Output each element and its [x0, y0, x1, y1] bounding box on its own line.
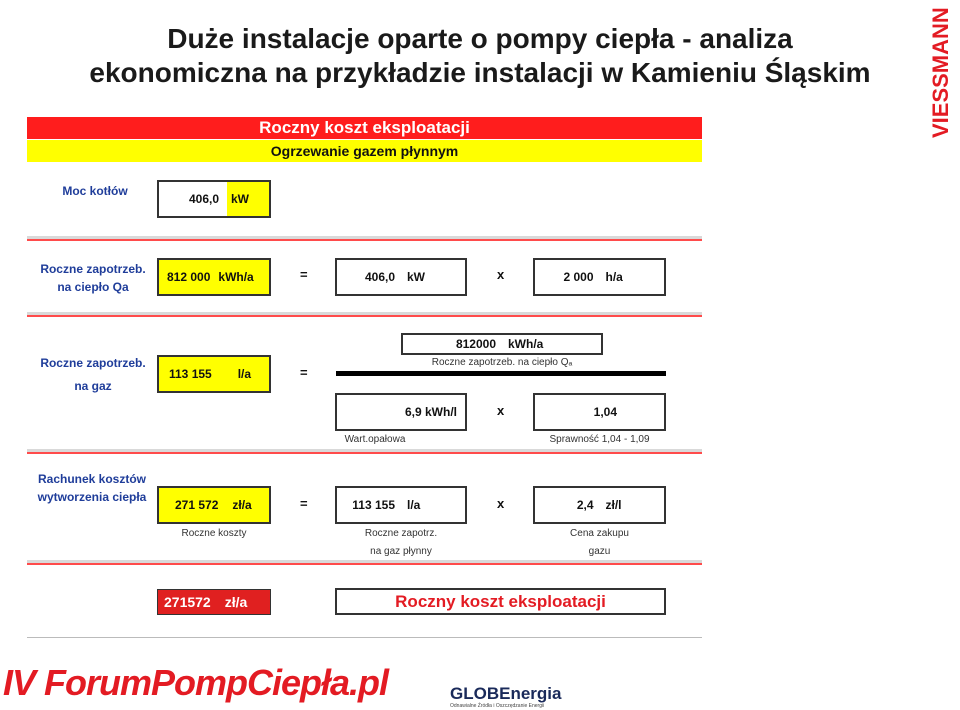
- calorific-caption: Wart.opałowa: [344, 434, 406, 445]
- annual-cost-unit: zł/a: [232, 498, 252, 512]
- numerator-caption: Roczne zapotrzeb. na ciepło Qₐ: [431, 357, 573, 368]
- power-box: [335, 258, 467, 296]
- hours-box: [533, 258, 666, 296]
- table-header: Roczny koszt eksploatacji: [27, 117, 702, 139]
- table-subheader: Ogrzewanie gazem płynnym: [27, 140, 702, 162]
- heat-demand-label-line1: Roczne zapotrzeb.: [40, 262, 146, 276]
- separator: [27, 560, 702, 565]
- separator: [27, 312, 702, 317]
- heat-demand-label-line2: na ciepło Qa: [57, 280, 129, 294]
- separator: [27, 449, 702, 454]
- separator: [27, 236, 702, 241]
- viessmann-logo: [928, 2, 954, 140]
- footer-divider: [27, 637, 702, 638]
- power-unit: kW: [407, 270, 425, 284]
- calorific-value: 6,9 kWh/l: [404, 405, 457, 419]
- numerator-unit: kWh/a: [508, 337, 544, 351]
- efficiency-value: 1,04: [593, 405, 617, 419]
- boiler-power-unit: kW: [227, 182, 269, 216]
- boiler-power-value: 406,0: [188, 192, 219, 206]
- lpg-demand-caption-line2: na gaz płynny: [370, 546, 432, 557]
- globenergia-tagline: Odnawialne Źródła i Oszczędzanie Energii: [450, 703, 545, 709]
- heat-demand-unit: kWh/a: [218, 270, 254, 284]
- summary-value: 271572: [164, 594, 211, 610]
- title-line-2: ekonomiczna na przykładzie instalacji w Kamieniu Śląskim: [89, 57, 871, 88]
- boiler-power-label: Moc kotłów: [62, 184, 128, 198]
- gas-price-caption: [533, 525, 666, 561]
- gas-price-value: 2,4: [576, 498, 594, 512]
- gas-price-unit: zł/l: [605, 498, 622, 512]
- gas-demand-label-line2: na gaz: [74, 379, 112, 393]
- gas-demand-result: [157, 355, 271, 393]
- heat-demand-result: [157, 258, 271, 296]
- summary-unit: zł/a: [224, 594, 248, 610]
- equals-sign: =: [300, 365, 308, 380]
- annual-cost-result: [157, 486, 271, 524]
- cost-calc-label-line1: Rachunek kosztów: [37, 472, 147, 486]
- lpg-demand-unit: l/a: [407, 498, 421, 512]
- cost-calc-label-line2: wytworzenia ciepła: [37, 490, 147, 504]
- gas-demand-label-line1: Roczne zapotrzeb.: [40, 356, 146, 370]
- fraction-bar: [336, 371, 666, 376]
- page-title: [0, 22, 960, 90]
- boiler-power-box: [157, 180, 271, 218]
- multiply-sign: x: [497, 267, 505, 282]
- svg-text:VIESSMANN: VIESSMANN: [928, 7, 953, 138]
- forum-logo: IV ForumPompCiepła.pl: [3, 662, 389, 703]
- globenergia-logo: GLOBEnergia: [450, 684, 562, 703]
- lpg-demand-box: [335, 486, 467, 524]
- cost-calc-label: [22, 470, 162, 506]
- power-value: 406,0: [364, 270, 395, 284]
- gas-price-box: [533, 486, 666, 524]
- gas-demand-value: 113 155: [169, 367, 212, 381]
- efficiency-box: [533, 393, 666, 431]
- multiply-sign: x: [497, 403, 505, 418]
- gas-price-caption-line1: Cena zakupu: [570, 528, 629, 539]
- multiply-sign: x: [497, 496, 505, 511]
- gas-demand-unit: l/a: [237, 367, 252, 381]
- hours-value: 2 000: [563, 270, 594, 284]
- numerator-box: [401, 333, 603, 355]
- gas-price-caption-line2: gazu: [588, 546, 611, 557]
- heat-demand-label: [28, 260, 158, 296]
- equals-sign: =: [300, 496, 308, 511]
- lpg-demand-caption: [335, 525, 467, 561]
- heat-demand-value: 812 000: [167, 270, 211, 284]
- equals-sign: =: [300, 267, 308, 282]
- summary-label: Roczny koszt eksploatacji: [335, 588, 666, 615]
- lpg-demand-caption-line1: Roczne zapotrz.: [364, 528, 438, 539]
- efficiency-caption: Sprawność 1,04 - 1,09: [549, 434, 650, 445]
- title-line-1: Duże instalacje oparte o pompy ciepła - analiza: [167, 23, 793, 54]
- summary-result: [157, 589, 271, 615]
- gas-demand-label: [28, 354, 158, 395]
- calorific-value-box: [335, 393, 467, 431]
- annual-cost-caption: Roczne koszty: [181, 528, 247, 539]
- hours-unit: h/a: [605, 270, 623, 284]
- lpg-demand-value: 113 155: [352, 498, 395, 512]
- annual-cost-value: 271 572: [175, 498, 219, 512]
- numerator-value: 812000: [455, 337, 496, 351]
